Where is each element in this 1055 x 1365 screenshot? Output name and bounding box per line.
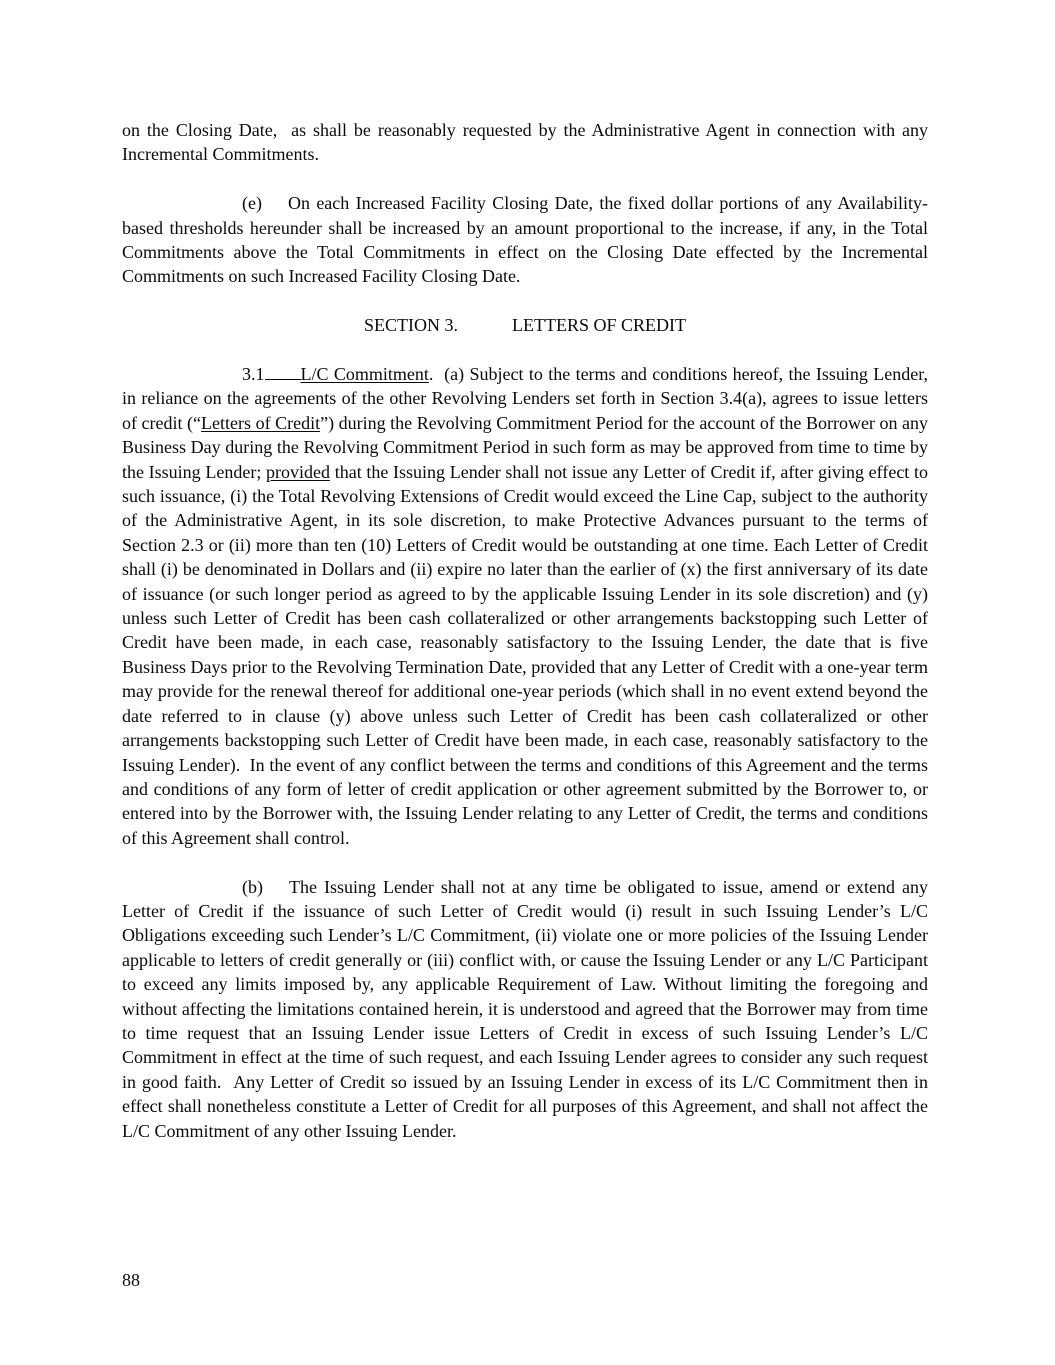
underlined-text-run: Letters of Credit xyxy=(201,412,321,433)
underlined-text-run: L/C Commitment xyxy=(300,364,429,385)
page-number: 88 xyxy=(122,1270,140,1290)
section-number: SECTION 3. xyxy=(364,315,458,336)
text-run: . (a) Subject to the terms and conditions hereof, the Issuing Lender, in reliance on the agreements of the other Revolving Lenders set forth in Section 3.4(a), agrees to issue letters of credit (“ xyxy=(122,364,928,433)
text-run: (b) xyxy=(242,876,263,897)
section-heading xyxy=(122,313,928,337)
text-run: (e) xyxy=(242,193,262,214)
underlined-text-run: provided xyxy=(266,461,331,482)
text-run: The Issuing Lender shall not at any time be obligated to issue, amend or extend any Letter of Credit if the issuance of such Letter of Credit would (i) result in such Issuing Lender’s L/C Obligations exceeding such Lender’s L/C Commitment, (ii) violate one or more policies of the Issuing Lender applicable to letters of credit generally or (iii) conflict with, or cause the Issuing Lender or any L/C Participant to exceed any limits imposed by, any applicable Requirement of Law. Without limiting the foregoing and without affecting the limitations contained herein, it is understood and agreed that the Borrower may from time to time request that an Issuing Lender issue Letters of Credit in excess of such Issuing Lender’s L/C Commitment in effect at the time of such request, and each Issuing Lender agrees to consider any such request in good faith. Any Letter of Credit so issued by an Issuing Lender in excess of its L/C Commitment then in effect shall nonetheless constitute a Letter of Credit for all purposes of this Agreement, and shall not affect the L/C Commitment of any other Issuing Lender. xyxy=(122,876,928,1141)
continuation-paragraph xyxy=(122,118,928,167)
text-run: ”) during the Revolving Commitment Period for the account of the Borrower on any Business Day during the Revolving Commitment Period in such form as may be approved from time to time by the Issuing Lender; xyxy=(122,412,929,482)
text-run: that the Issuing Lender shall not issue any Letter of Credit if, after giving effect to such issuance, (i) the Total Revolving Extensions of Credit would exceed the Line Cap, subject to the authority of the Administrative Agent, in its sole discretion, to make Protective Advances pursuant to the terms of Section 2.3 or (ii) more than ten (10) Letters of Credit would be outstanding at one time. Each Letter of Credit shall (i) be denominated in Dollars and (ii) expire no later than the earlier of (x) the first anniversary of its date of issuance (or such longer period as agreed to by the applicable Issuing Lender in its sole discretion) and (y) unless such Letter of Credit has been cash collateralized or other arrangements backstopping such Letter of Credit have been made, in each case, reasonably satisfactory to the Issuing Lender, the date that is five Business Days prior to the Revolving Termination Date, provided that any Letter of Credit with a one-year term may provide for the renewal thereof for additional one-year periods (which shall in no event extend beyond the date referred to in clause (y) above unless such Letter of Credit has been cash collateralized or other arrangements backstopping such Letter of Credit have been made, in each case, reasonably satisfactory to the Issuing Lender). In the event of any conflict between the terms and conditions of this Agreement and the terms and conditions of any form of letter of credit application or other agreement submitted by the Borrower to, or entered into by the Borrower with, the Issuing Lender relating to any Letter of Credit, the terms and conditions of this Agreement shall control. xyxy=(122,461,928,848)
tab-space xyxy=(265,363,301,380)
paragraph-b xyxy=(122,875,928,1143)
section-title: LETTERS OF CREDIT xyxy=(512,315,686,336)
text-run: on the Closing Date, as shall be reasonably requested by the Administrative Agent in connection with any Incremental Commitments. xyxy=(122,120,928,165)
text-run: 3.1 xyxy=(242,364,265,385)
page-content xyxy=(122,118,928,1167)
paragraph-e xyxy=(122,191,928,289)
text-run: On each Increased Facility Closing Date, the fixed dollar portions of any Availability-based thresholds hereunder shall be increased by an amount proportional to the increase, if any, in the Total Commitments above the Total Commitments in effect on the Closing Date effected by the Incremental Commitments on such Increased Facility Closing Date. xyxy=(122,193,928,287)
paragraph-3-1 xyxy=(122,362,928,850)
